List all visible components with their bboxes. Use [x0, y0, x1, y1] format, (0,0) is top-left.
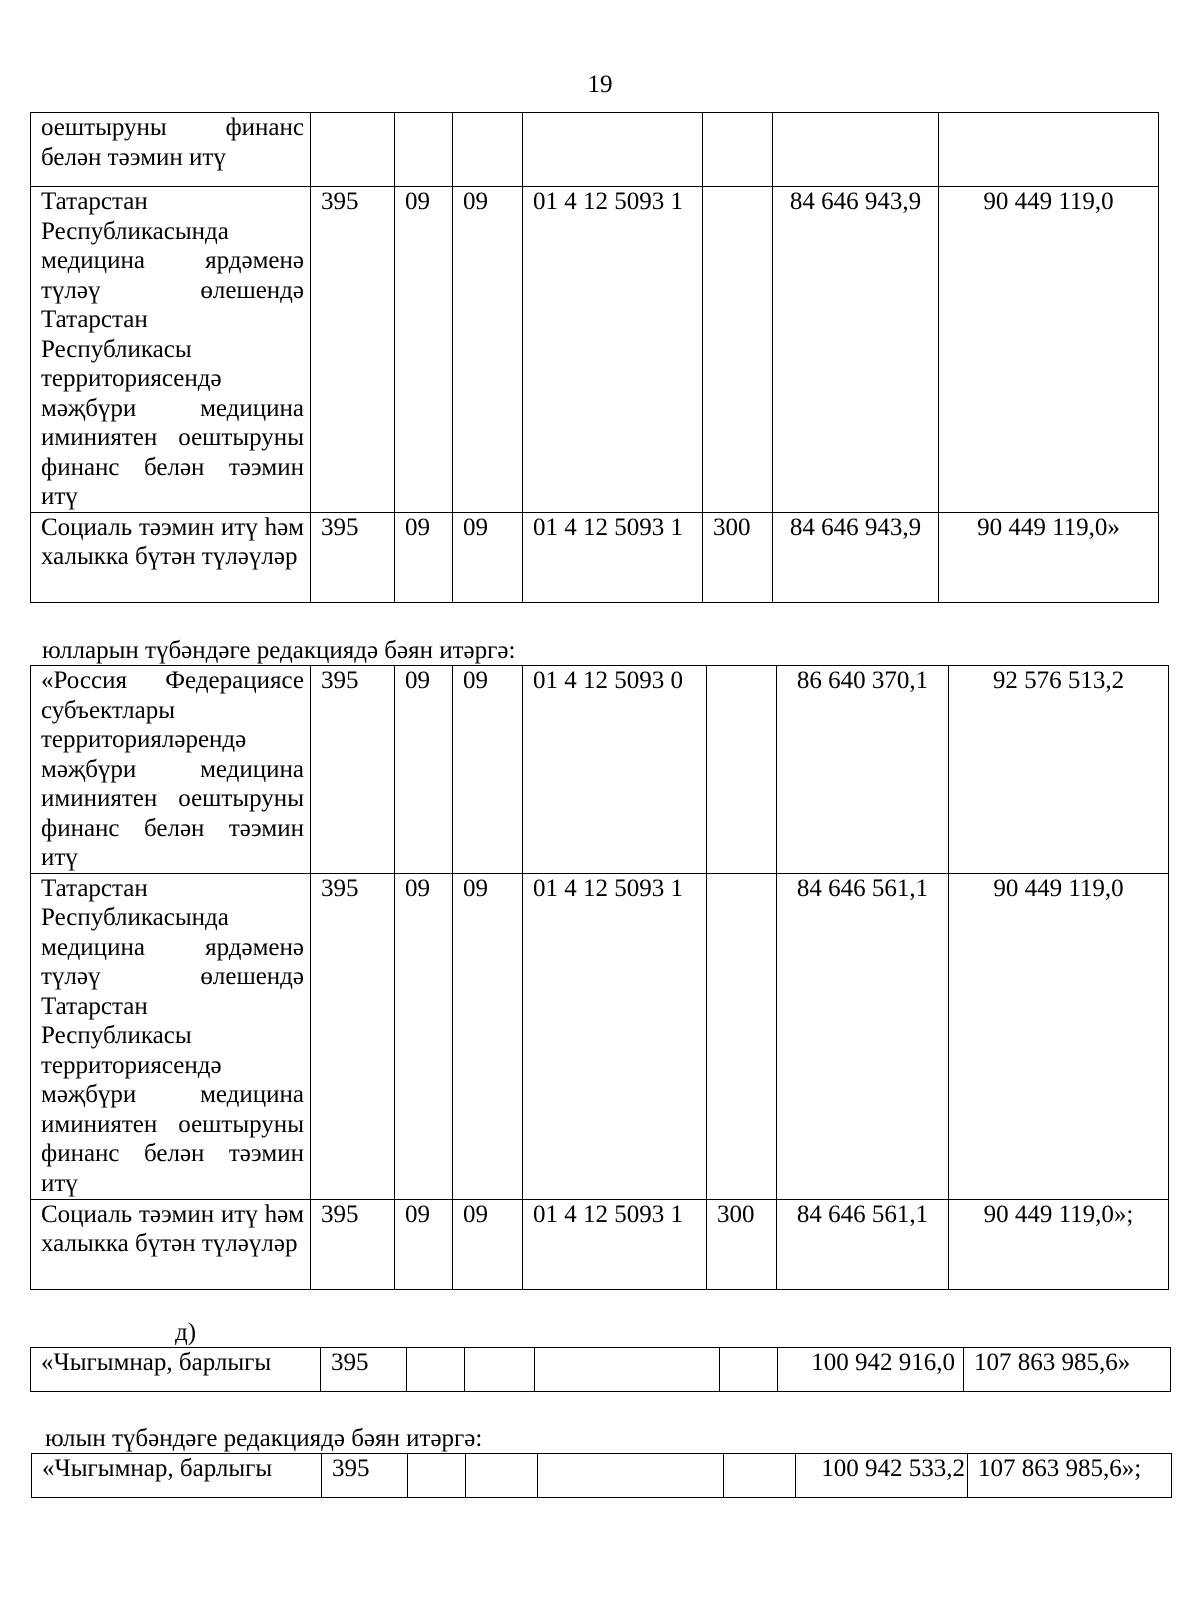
subsection-code: 09 [453, 187, 523, 513]
total-expenses-table-new [31, 1453, 1172, 1498]
page-number: 19 [587, 71, 613, 98]
row-name: Татарстан Республикасында медицина ярдәменә түләү өлешендә Татарстан Республикасы территориясендә мәҗбүри медицина иминиятен оештыруны финанс белән тәэмин итү [31, 187, 311, 513]
table-row [31, 1199, 1169, 1289]
section-code: 09 [395, 187, 453, 513]
target-code [523, 113, 703, 187]
section-code [395, 113, 453, 187]
row-name: Социаль тәэмин итү һәм халыкка бүтән түләүләр [31, 512, 311, 602]
admin-code: 395 [322, 1454, 408, 1498]
admin-code [311, 113, 395, 187]
section-code [407, 1348, 465, 1392]
table-row [31, 1348, 1171, 1392]
section-code: 09 [395, 873, 453, 1199]
target-code [535, 1348, 720, 1392]
row-name: Татарстан Республикасында медицина ярдәменә түләү өлешендә Татарстан Республикасы территориясендә мәҗбүри медицина иминиятен оештыруны финанс белән тәэмин итү [31, 873, 311, 1199]
table-row [31, 873, 1169, 1199]
target-code: 01 4 12 5093 1 [523, 1199, 707, 1289]
table-row [31, 113, 1159, 187]
expense-kind [707, 873, 777, 1199]
expense-kind [720, 1348, 778, 1392]
amount-year2: 90 449 119,0»; [949, 1199, 1169, 1289]
budget-table-old [30, 112, 1159, 603]
amount-year1: 84 646 561,1 [777, 873, 949, 1199]
caption-replace-rows: юлларын түбәндәге редакциядә бәян итәргә: [42, 637, 516, 664]
subsection-code: 09 [453, 1199, 523, 1289]
subsection-code: 09 [453, 873, 523, 1199]
table-row [31, 666, 1169, 874]
subsection-code: 09 [453, 512, 523, 602]
subsection-code [453, 113, 523, 187]
amount-year1: 84 646 943,9 [773, 512, 939, 602]
target-code: 01 4 12 5093 1 [523, 873, 707, 1199]
amount-year2 [939, 113, 1159, 187]
row-name: «Чыгымнар, барлыгы [31, 1348, 321, 1392]
section-code [408, 1454, 466, 1498]
amount-year1: 86 640 370,1 [777, 666, 949, 874]
expense-kind: 300 [703, 512, 773, 602]
row-name: «Чыгымнар, барлыгы [32, 1454, 322, 1498]
amount-year2: 90 449 119,0» [939, 512, 1159, 602]
row-name: «Россия Федерациясе субъектлары территорияләрендә мәҗбүри медицина иминиятен оештыруны финанс белән тәэмин итү [31, 666, 311, 874]
section-code: 09 [395, 666, 453, 874]
budget-table-new [30, 665, 1169, 1290]
expense-kind [707, 666, 777, 874]
section-code: 09 [395, 512, 453, 602]
amount-year2: 90 449 119,0 [949, 873, 1169, 1199]
amount-year2: 107 863 985,6»; [968, 1454, 1172, 1498]
subsection-code: 09 [453, 666, 523, 874]
amount-year1: 100 942 533,2 [796, 1454, 968, 1498]
table-row [31, 187, 1159, 513]
target-code: 01 4 12 5093 1 [523, 512, 703, 602]
amount-year2: 107 863 985,6» [964, 1348, 1171, 1392]
item-label: д) [175, 1319, 197, 1346]
row-name: Социаль тәэмин итү һәм халыкка бүтән түләүләр [31, 1199, 311, 1289]
amount-year1: 100 942 916,0 [778, 1348, 964, 1392]
amount-year2: 92 576 513,2 [949, 666, 1169, 874]
admin-code: 395 [311, 187, 395, 513]
amount-year1: 84 646 561,1 [777, 1199, 949, 1289]
table-row [31, 512, 1159, 602]
admin-code: 395 [321, 1348, 407, 1392]
table-row [32, 1454, 1172, 1498]
admin-code: 395 [311, 1199, 395, 1289]
admin-code: 395 [311, 512, 395, 602]
target-code: 01 4 12 5093 1 [523, 187, 703, 513]
expense-kind [703, 113, 773, 187]
amount-year1: 84 646 943,9 [773, 187, 939, 513]
total-expenses-table-old [30, 1347, 1171, 1392]
admin-code: 395 [311, 873, 395, 1199]
expense-kind [724, 1454, 796, 1498]
target-code: 01 4 12 5093 0 [523, 666, 707, 874]
row-name: оештыруны финанс белән тәэмин итү [31, 113, 311, 187]
admin-code: 395 [311, 666, 395, 874]
subsection-code [465, 1348, 535, 1392]
subsection-code [466, 1454, 538, 1498]
expense-kind [703, 187, 773, 513]
section-code: 09 [395, 1199, 453, 1289]
amount-year2: 90 449 119,0 [939, 187, 1159, 513]
caption-replace-row: юлын түбәндәге редакциядә бәян итәргә: [45, 1425, 483, 1452]
amount-year1 [773, 113, 939, 187]
target-code [538, 1454, 724, 1498]
expense-kind: 300 [707, 1199, 777, 1289]
